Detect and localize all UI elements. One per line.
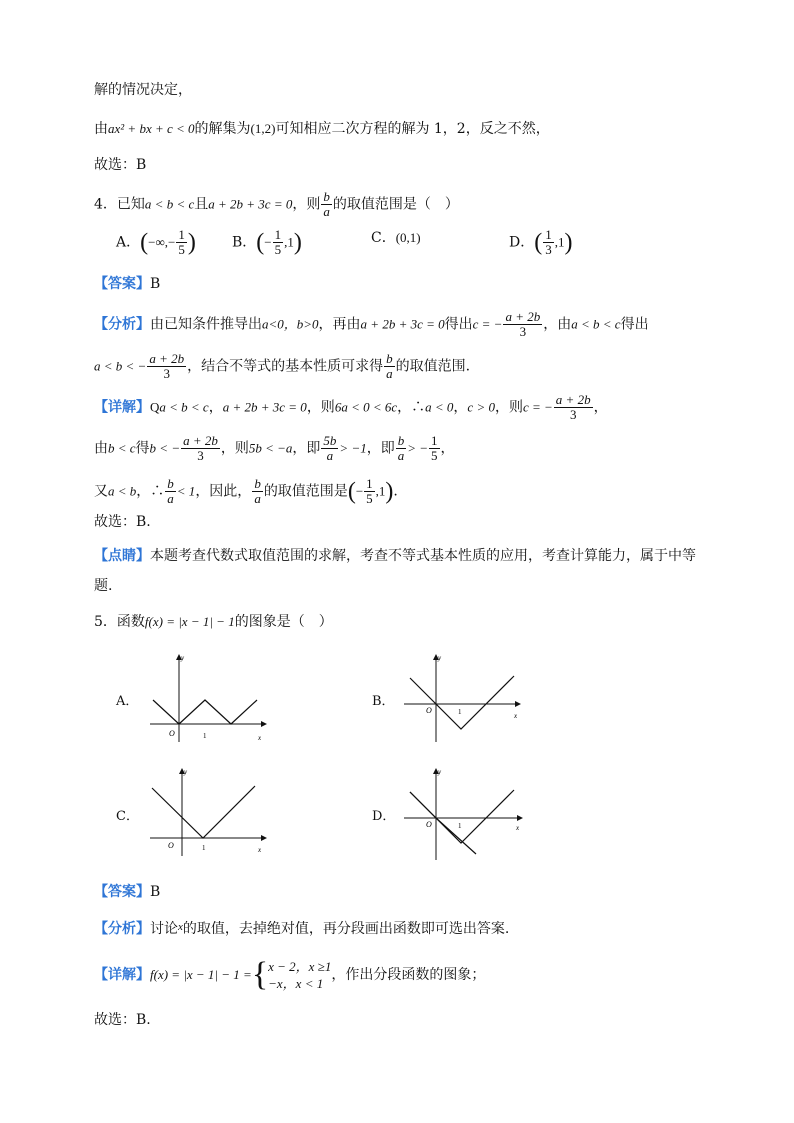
tick-label: 1: [458, 822, 462, 830]
math-text: 5b < −a: [248, 440, 293, 456]
choose-line: 故选：B.: [94, 514, 151, 530]
math-condition: a < b < c: [144, 196, 195, 212]
case-1: x − 2，x ≥1: [268, 959, 332, 974]
detail-tag: 【详解】: [94, 399, 150, 416]
math-text: c = −: [522, 399, 553, 415]
paren: ): [293, 229, 302, 256]
option-letter: C．: [371, 230, 396, 246]
graph-b-letter: B．: [372, 694, 395, 709]
choose-line: 故选：B.: [94, 1012, 151, 1028]
text-fragment: ，: [440, 440, 455, 457]
text-fragment: ，∴: [136, 483, 165, 500]
math-text: (0,1): [395, 230, 421, 245]
text-line: [94, 119, 550, 139]
answer-line: [94, 274, 160, 294]
text-fragment: 由: [94, 121, 108, 137]
text-fragment: 5．函数: [94, 614, 145, 630]
graph-a: [150, 652, 270, 742]
fraction: $\frac{a + 2b}{3}$: [555, 392, 591, 422]
text-fragment: ，则: [220, 440, 249, 457]
text-fragment: 由已知条件推导出: [150, 316, 262, 333]
text-fragment: 可知相应二次方程的解为 1，2，反之不然，: [275, 121, 550, 137]
text-fragment: 且: [194, 196, 209, 213]
option-a: [116, 228, 196, 257]
option-d: [509, 228, 572, 257]
comment-tag: 【点睛】: [94, 548, 150, 564]
math-function: f(x) = |x − 1| − 1: [144, 614, 235, 629]
math-text: b < −: [149, 440, 181, 456]
math-text: a + 2b + 3c = 0: [360, 316, 445, 332]
math-text: a + 2b + 3c = 0: [222, 399, 307, 415]
text-fragment: 的图象是（ ）: [234, 614, 333, 630]
text-fragment: ，: [453, 399, 468, 416]
question-4-stem: [94, 190, 459, 219]
analysis-line: [94, 352, 470, 381]
analysis-tag: 【分析】: [94, 316, 150, 333]
math-text: a < b < −: [94, 358, 147, 374]
answer-tag: 【答案】: [94, 276, 150, 292]
fraction-b-over-a: $\frac{b}{a}$: [167, 476, 174, 506]
answer-line: [94, 882, 160, 902]
graph-a-letter: A．: [116, 694, 139, 709]
detail-line: [94, 477, 398, 506]
text-fragment: 的取值范围是（ ）: [332, 196, 459, 213]
text-line: 解的情况决定，: [94, 82, 192, 98]
math-function: f(x) = |x − 1| − 1 =: [150, 967, 252, 982]
case-2: −x，x < 1: [268, 976, 324, 991]
paren: ): [564, 229, 573, 256]
fraction-b-over-a: $\frac{b}{a}$: [397, 433, 405, 463]
fraction: $\frac{1}{5}$: [178, 227, 185, 257]
text-fragment: ，则: [306, 399, 335, 416]
text-fragment: ，则: [292, 196, 321, 213]
math-text: −: [264, 234, 272, 250]
text-fragment: ，因此，: [195, 483, 252, 500]
origin-label: O: [426, 706, 432, 715]
tick-label: 1: [202, 844, 206, 852]
option-letter: B．: [232, 234, 257, 251]
option-letter: D．: [509, 234, 535, 251]
text-fragment: ，∴: [397, 399, 426, 416]
fraction-b-over-a: $\frac{b}{a}$: [254, 476, 261, 506]
x-axis-label: x: [258, 734, 262, 742]
text-fragment: 得出: [620, 316, 649, 333]
text-fragment: 得: [135, 440, 150, 457]
fraction: $\frac{5b}{a}$: [323, 433, 337, 463]
origin-label: O: [168, 841, 174, 850]
text-fragment: ，再由: [318, 316, 361, 333]
x-axis-label: x: [258, 846, 262, 854]
paren: ): [385, 478, 394, 505]
text-fragment: ，即: [366, 440, 395, 457]
math-text: −: [355, 483, 364, 499]
graph-b: [404, 652, 524, 742]
answer-tag: 【答案】: [94, 884, 150, 900]
fraction-b-over-a: $\frac{b}{a}$: [386, 351, 393, 381]
brace: {: [251, 956, 269, 993]
tick-label: 1: [458, 708, 462, 716]
math-condition: a + 2b + 3c = 0: [208, 196, 293, 212]
text-fragment: .: [393, 483, 398, 500]
question-5-stem: [94, 612, 333, 632]
paren: ): [187, 229, 196, 256]
option-b: [232, 228, 302, 257]
text-fragment: 本题考查代数式取值范围的求解，考查不等式基本性质的应用，考查计算能力，属于中等: [150, 548, 696, 564]
option-c: [371, 228, 421, 248]
detail-line: [94, 953, 485, 997]
fraction: $\frac{1}{5}$: [431, 433, 438, 463]
paren: (: [256, 229, 265, 256]
y-axis-label: y: [438, 654, 442, 662]
paren: (: [347, 478, 356, 505]
fraction: $\frac{a + 2b}{3}$: [183, 433, 218, 463]
y-axis-label: y: [181, 654, 185, 662]
text-fragment: 的解集为: [194, 121, 251, 137]
text-fragment: ，: [593, 399, 608, 416]
graph-d-letter: D．: [372, 809, 396, 824]
paren: (: [140, 229, 149, 256]
math-text: ,1: [375, 483, 386, 499]
fraction: $\frac{a + 2b}{3}$: [505, 309, 541, 339]
choose-line: 故选：B: [94, 157, 147, 173]
text-fragment: ，作出分段函数的图象；: [331, 967, 486, 983]
text-fragment: 讨论: [150, 921, 178, 937]
graph-c-letter: C．: [116, 809, 139, 824]
analysis-line: [94, 917, 509, 939]
fraction: $\frac{a + 2b}{3}$: [149, 351, 185, 381]
math-interval: (1,2): [250, 121, 276, 136]
math-text: Q: [150, 399, 160, 415]
text-fragment: ，则: [494, 399, 523, 416]
detail-line: [94, 393, 608, 422]
analysis-tag: 【分析】: [94, 921, 150, 937]
math-text: a < 0: [425, 399, 454, 415]
detail-line: [94, 434, 455, 463]
option-letter: A．: [116, 234, 141, 251]
detail-tag: 【详解】: [94, 967, 150, 983]
math-text: > −: [407, 440, 429, 456]
text-fragment: ，即: [292, 440, 321, 457]
math-text: 6a < 0 < 6c: [334, 399, 398, 415]
fraction-b-over-a: $\frac{b}{a}$: [323, 189, 330, 219]
math-inequality: ax² + bx + c < 0: [108, 121, 195, 136]
analysis-line: [94, 310, 649, 339]
fraction: $\frac{1}{5}$: [274, 227, 282, 257]
math-text: a < b < c: [571, 316, 621, 332]
text-fragment: 的取值，去掉绝对值，再分段画出函数即可选出答案.: [182, 921, 510, 937]
math-text: c = −: [472, 316, 503, 332]
math-text: a < b < c: [159, 399, 209, 415]
math-text: x: [178, 921, 183, 933]
graph-d: [404, 766, 528, 862]
fraction: $\frac{1}{5}$: [366, 476, 373, 506]
answer-value: B: [150, 276, 161, 292]
text-fragment: 的取值范围是: [263, 483, 348, 500]
paren: (: [534, 229, 543, 256]
math-text: > −1: [339, 440, 367, 456]
x-axis-label: x: [516, 824, 520, 832]
text-fragment: 4．已知: [94, 196, 145, 213]
math-text: ,1: [284, 234, 294, 250]
comment-line: 题.: [94, 578, 113, 594]
math-text: −∞,−: [148, 234, 176, 250]
y-axis-label: y: [184, 768, 188, 776]
comment-line: [94, 546, 696, 566]
math-text: a < b: [108, 483, 137, 499]
answer-value: B: [150, 884, 161, 900]
text-fragment: ，由: [543, 316, 572, 333]
math-text: c > 0: [467, 399, 495, 415]
x-axis-label: x: [514, 712, 518, 720]
text-fragment: 由: [94, 440, 108, 457]
fraction: $\frac{1}{3}$: [545, 227, 552, 257]
text-fragment: 的取值范围.: [395, 358, 471, 375]
text-fragment: 又: [94, 483, 108, 500]
math-text: a<0，b>0: [262, 316, 319, 332]
graph-c: [150, 766, 270, 856]
text-fragment: ，结合不等式的基本性质可求得: [187, 358, 384, 375]
piecewise-cases: [268, 958, 331, 992]
origin-label: O: [426, 820, 432, 829]
tick-label: 1: [203, 732, 207, 740]
text-fragment: ，: [208, 399, 223, 416]
math-text: < 1: [176, 483, 196, 499]
origin-label: O: [169, 729, 175, 738]
text-fragment: 得出: [444, 316, 473, 333]
math-text: b < c: [108, 440, 136, 456]
y-axis-label: y: [438, 768, 442, 776]
math-text: ,1: [554, 234, 565, 250]
